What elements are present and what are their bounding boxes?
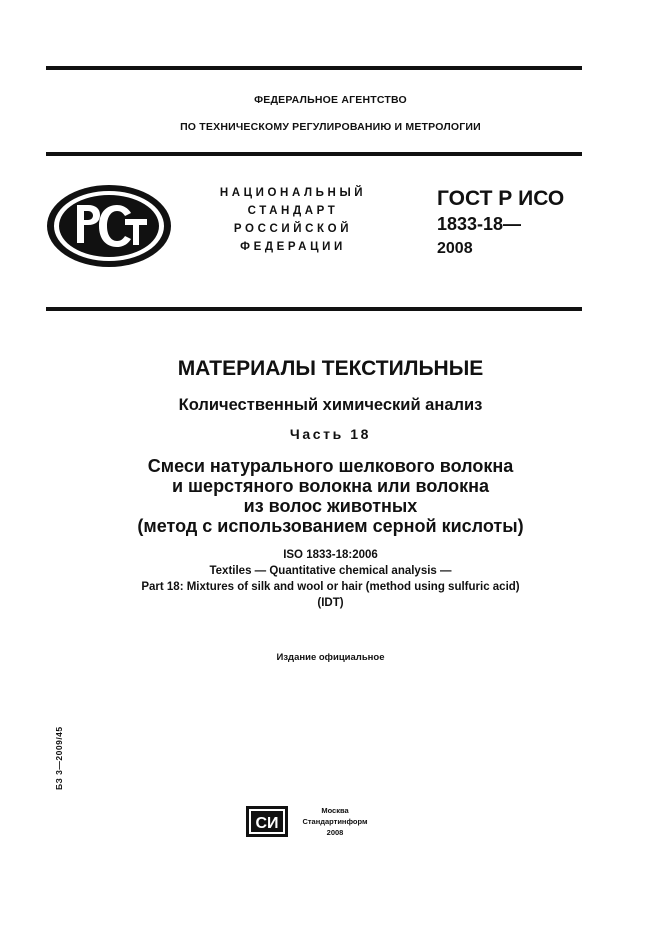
standard-type-line-1: НАЦИОНАЛЬНЫЙ	[219, 187, 367, 199]
publisher-year: 2008	[326, 828, 344, 837]
publisher-logo-text: СИ	[255, 815, 279, 832]
part-title-line-2: и шерстяного волокна или волокна	[171, 476, 489, 496]
top-rule	[46, 66, 582, 70]
main-title: МАТЕРИАЛЫ ТЕКСТИЛЬНЫЕ	[177, 357, 484, 380]
standard-type-line-2: СТАНДАРТ	[247, 205, 339, 217]
part-title-line-3: из волос животных	[243, 496, 418, 516]
designation-bottom-rule	[46, 307, 582, 311]
agency-line-2: ПО ТЕХНИЧЕСКОМУ РЕГУЛИРОВАНИЮ И МЕТРОЛОГИИ	[180, 121, 481, 133]
designation-line-3: 2008	[437, 240, 473, 257]
edition-note: Издание официальное	[276, 652, 385, 663]
rst-certification-logo-icon	[45, 183, 173, 269]
designation-line-1: ГОСТ Р ИСО	[437, 187, 565, 210]
standard-type-line-4: ФЕДЕРАЦИИ	[240, 241, 346, 253]
standard-type-line-3: РОССИЙСКОЙ	[233, 223, 353, 235]
part-number: Часть 18	[289, 426, 372, 442]
iso-reference: ISO 1833-18:2006	[283, 549, 378, 561]
designation-line-2: 1833-18—	[437, 214, 522, 234]
agency-line-1: ФЕДЕРАЛЬНОЕ АГЕНТСТВО	[254, 94, 407, 106]
part-title-line-4: (метод с использованием серной кислоты)	[137, 516, 524, 536]
header-bottom-rule	[46, 152, 582, 156]
side-registration-note: БЗ 3—2009/45	[54, 726, 64, 790]
english-title-line-1: Textiles — Quantitative chemical analysis —	[209, 565, 452, 577]
subtitle: Количественный химический анализ	[178, 396, 483, 414]
identity-marker: (IDT)	[317, 597, 344, 609]
publisher-name: Стандартинформ	[302, 817, 368, 826]
part-title-line-1: Смеси натурального шелкового волокна	[147, 456, 514, 476]
english-title-line-2: Part 18: Mixtures of silk and wool or hair (method using sulfuric acid)	[141, 581, 520, 593]
publisher-city: Москва	[321, 806, 349, 815]
standartinform-logo-icon	[246, 806, 288, 837]
